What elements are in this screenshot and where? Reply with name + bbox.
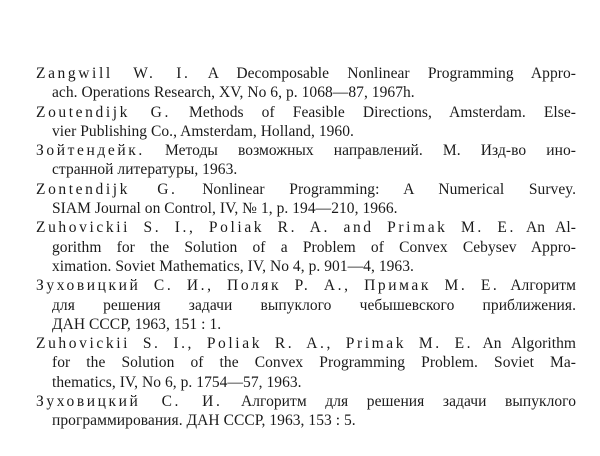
entry-text: gorithm for the Solution of a Problem of Convex Cebysev Appro- bbox=[52, 238, 576, 256]
entry-text: vier Publishing Co., Amsterdam, Holland, 1960. bbox=[52, 122, 354, 140]
entry-text: Methods of Feasible Directions, Amsterdam. Else- bbox=[170, 103, 576, 121]
entry-line bbox=[36, 180, 576, 199]
entry-text: программирования. ДАН СССР, 1963, 153 : 5. bbox=[52, 412, 356, 430]
bibliography-entry bbox=[36, 334, 576, 392]
entry-line bbox=[36, 122, 576, 141]
entry-line bbox=[36, 160, 576, 179]
entry-text: ach. Operations Research, XV, No 6, p. 1068—87, 1967h. bbox=[52, 84, 415, 102]
entry-line bbox=[36, 199, 576, 218]
entry-text: Алгоритм bbox=[499, 277, 576, 295]
entry-author: Зойтендейк. bbox=[36, 142, 145, 160]
entry-line bbox=[36, 218, 576, 237]
entry-text: для решения задачи выпуклого чебышевского приближения. bbox=[52, 296, 576, 314]
entry-text: Методы возможных направлений. М. Изд-во ино- bbox=[144, 142, 576, 160]
entry-line bbox=[36, 392, 576, 411]
entry-line bbox=[36, 238, 576, 257]
entry-author: Zuhovickii S. I., Poliak R. A., Primak M. E. bbox=[36, 335, 474, 353]
entry-line bbox=[36, 64, 576, 83]
entry-line bbox=[36, 83, 576, 102]
entry-author: Зуховицкий С. И. bbox=[36, 393, 223, 411]
entry-line bbox=[36, 257, 576, 276]
entry-text: ДАН СССР, 1963, 151 : 1. bbox=[52, 315, 222, 333]
entry-text: thematics, IV, No 6, p. 1754—57, 1963. bbox=[52, 373, 302, 391]
entry-line bbox=[36, 334, 576, 353]
entry-author: Зуховицкий С. И., Поляк Р. А., Примак М. Е. bbox=[36, 277, 500, 295]
entry-line bbox=[36, 103, 576, 122]
entry-text: SIAM Journal on Control, IV, № 1, p. 194—210, 1966. bbox=[52, 200, 398, 218]
entry-line bbox=[36, 141, 576, 160]
entry-text: An Algorithm bbox=[473, 335, 576, 353]
bibliography-entry bbox=[36, 103, 576, 142]
entry-author: Zuhovickii S. I., Poliak R. A. and Primak M. E. bbox=[36, 219, 516, 237]
entry-line bbox=[36, 296, 576, 315]
entry-text: An Al- bbox=[515, 219, 576, 237]
bibliography-entry bbox=[36, 276, 576, 334]
entry-text: for the Solution of the Convex Programming Problem. Soviet Ma- bbox=[52, 354, 576, 372]
entry-text: A Decomposable Nonlinear Programming Appro- bbox=[190, 65, 576, 82]
entry-text: ximation. Soviet Mathematics, IV, No 4, p. 901—4, 1963. bbox=[52, 257, 414, 275]
bibliography-page bbox=[36, 64, 576, 431]
entry-text: странной литературы, 1963. bbox=[52, 161, 238, 179]
entry-line bbox=[36, 353, 576, 372]
bibliography-entry bbox=[36, 64, 576, 103]
entry-author: Zangwill W. I. bbox=[36, 65, 191, 82]
entry-author: Zontendijk G. bbox=[36, 180, 178, 198]
entry-line bbox=[36, 411, 576, 430]
entry-line bbox=[36, 315, 576, 334]
entry-author: Zoutendijk G. bbox=[36, 103, 171, 121]
entry-text: Алгоритм для решения задачи выпуклого bbox=[222, 393, 576, 411]
bibliography-entry bbox=[36, 392, 576, 431]
entry-line bbox=[36, 373, 576, 392]
bibliography-entry bbox=[36, 180, 576, 219]
entry-text: Nonlinear Programming: A Numerical Survey. bbox=[177, 180, 576, 198]
bibliography-entry bbox=[36, 141, 576, 180]
entry-line bbox=[36, 276, 576, 295]
bibliography-entry bbox=[36, 218, 576, 276]
